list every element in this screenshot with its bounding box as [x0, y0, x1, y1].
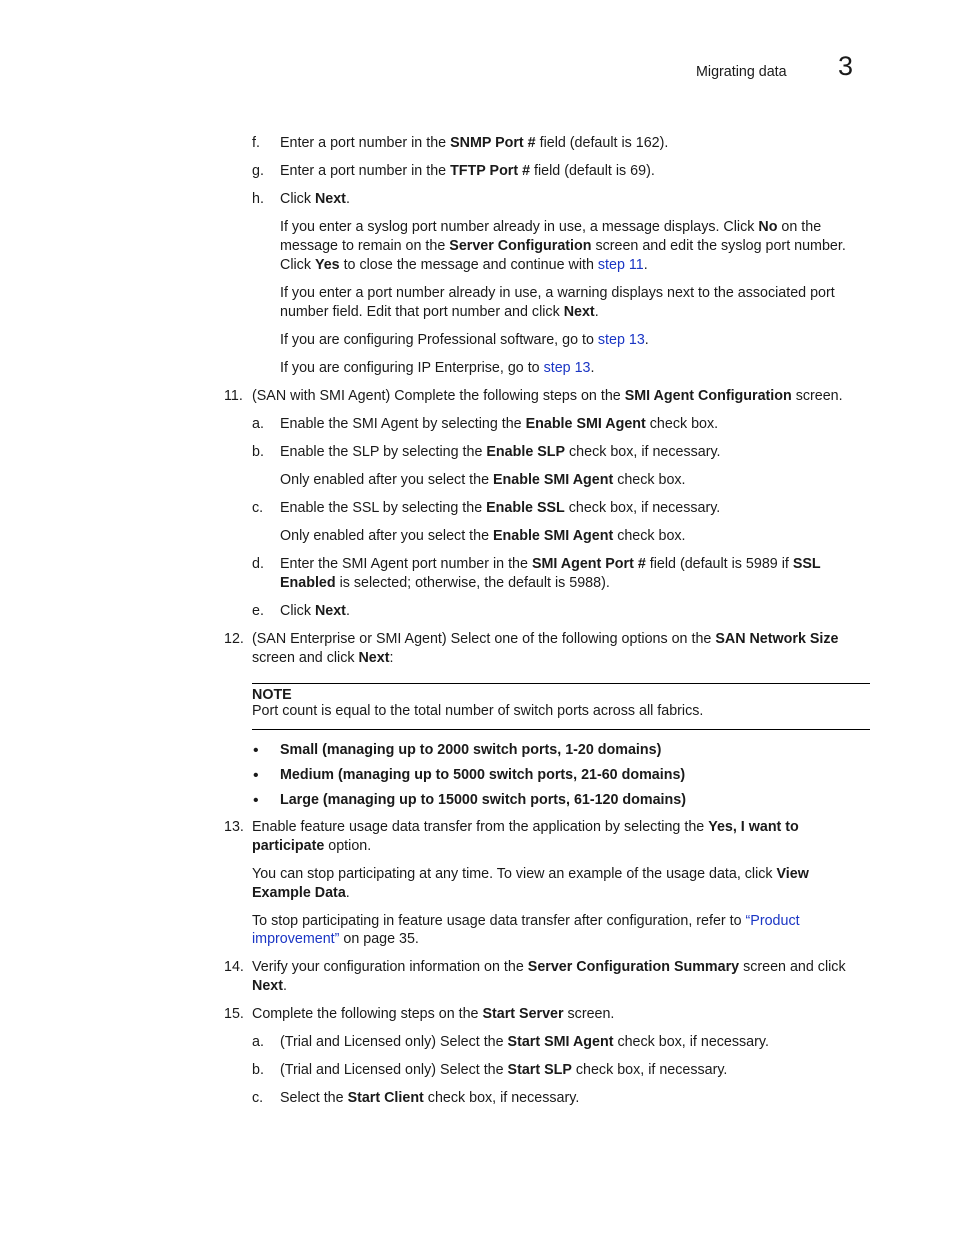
text-line: (SAN with SMI Agent) Complete the following steps on the SMI Agent Configuration screen. [252, 388, 843, 404]
text-line: Enable feature usage data transfer from the application by selecting the Yes, I want to [252, 819, 799, 835]
text-line: Small (managing up to 2000 switch ports, 1-20 domains) [280, 742, 662, 758]
list-marker: b. [252, 1062, 264, 1078]
bullet-icon: • [253, 767, 259, 784]
list-marker: 11. [224, 388, 243, 404]
list-marker: g. [252, 163, 264, 179]
text-line: Enable the SMI Agent by selecting the Enable SMI Agent check box. [280, 416, 719, 432]
text-line: number field. Edit that port number and click Next. [280, 304, 599, 320]
list-marker: 12. [224, 631, 244, 647]
list-marker: h. [252, 191, 264, 207]
text-line: Enter a port number in the SNMP Port # field (default is 162). [280, 135, 669, 151]
text-line: message to remain on the Server Configuration screen and edit the syslog port number. [280, 238, 846, 254]
list-marker: 13. [224, 819, 244, 835]
text-line: You can stop participating at any time. To view an example of the usage data, click View [252, 866, 809, 882]
text-line: If you enter a port number already in use, a warning displays next to the associated port [280, 285, 835, 301]
text-line: If you enter a syslog port number already in use, a message displays. Click No on the [280, 219, 822, 235]
list-marker: d. [252, 556, 264, 572]
text-line: Medium (managing up to 5000 switch ports, 21-60 domains) [280, 767, 686, 783]
text-line: Enter a port number in the TFTP Port # field (default is 69). [280, 163, 655, 179]
text-line: (SAN Enterprise or SMI Agent) Select one of the following options on the SAN Network Size [252, 631, 839, 647]
text-line: improvement” on page 35. [252, 931, 419, 947]
list-marker: e. [252, 603, 264, 619]
text-line: Only enabled after you select the Enable SMI Agent check box. [280, 528, 686, 544]
text-line: If you are configuring Professional software, go to step 13. [280, 332, 649, 348]
cross-reference-link[interactable]: “Product [745, 913, 800, 929]
note-top-rule [252, 683, 870, 684]
text-line: (Trial and Licensed only) Select the Start SMI Agent check box, if necessary. [280, 1034, 769, 1050]
text-line: Next. [252, 978, 287, 994]
text-line: To stop participating in feature usage data transfer after configuration, refer to “Product [252, 913, 800, 929]
text-line: Large (managing up to 15000 switch ports, 61-120 domains) [280, 792, 686, 808]
text-line: Only enabled after you select the Enable SMI Agent check box. [280, 472, 686, 488]
list-marker: 14. [224, 959, 244, 975]
text-line: Click Yes to close the message and continue with step 11. [280, 257, 648, 273]
text-line: Example Data. [252, 885, 350, 901]
list-marker: f. [252, 135, 260, 151]
bullet-icon: • [253, 792, 259, 809]
section-title: Migrating data [696, 64, 787, 80]
cross-reference-link[interactable]: step 11 [597, 257, 644, 273]
list-marker: a. [252, 1034, 264, 1050]
list-marker: c. [252, 1090, 264, 1106]
text-line: Port count is equal to the total number of switch ports across all fabrics. [252, 703, 704, 719]
text-line: participate option. [252, 838, 372, 854]
text-line: Click Next. [280, 191, 350, 207]
text-line: If you are configuring IP Enterprise, go to step 13. [280, 360, 595, 376]
text-line: Enable the SSL by selecting the Enable SSL check box, if necessary. [280, 500, 721, 516]
cross-reference-link[interactable]: step 13 [543, 360, 591, 376]
text-line: Select the Start Client check box, if necessary. [280, 1090, 580, 1106]
text-line: screen and click Next: [252, 650, 394, 666]
bullet-icon: • [253, 742, 259, 759]
list-marker: 15. [224, 1006, 244, 1022]
list-marker: b. [252, 444, 264, 460]
text-line: Complete the following steps on the Start Server screen. [252, 1006, 615, 1022]
text-line: Enable the SLP by selecting the Enable SLP check box, if necessary. [280, 444, 721, 460]
cross-reference-link[interactable]: improvement” [252, 931, 340, 947]
list-marker: a. [252, 416, 264, 432]
text-line: Enabled is selected; otherwise, the default is 5988). [280, 575, 610, 591]
cross-reference-link[interactable]: step 13 [597, 332, 645, 348]
chapter-number: 3 [838, 51, 854, 81]
note-bottom-rule [252, 729, 870, 730]
list-marker: c. [252, 500, 264, 516]
text-line: Verify your configuration information on the Server Configuration Summary screen and click [252, 959, 846, 975]
text-line: Click Next. [280, 603, 350, 619]
text-line: Enter the SMI Agent port number in the SMI Agent Port # field (default is 5989 if SSL [280, 556, 821, 572]
text-line: (Trial and Licensed only) Select the Start SLP check box, if necessary. [280, 1062, 728, 1078]
text-line: NOTE [252, 687, 292, 703]
